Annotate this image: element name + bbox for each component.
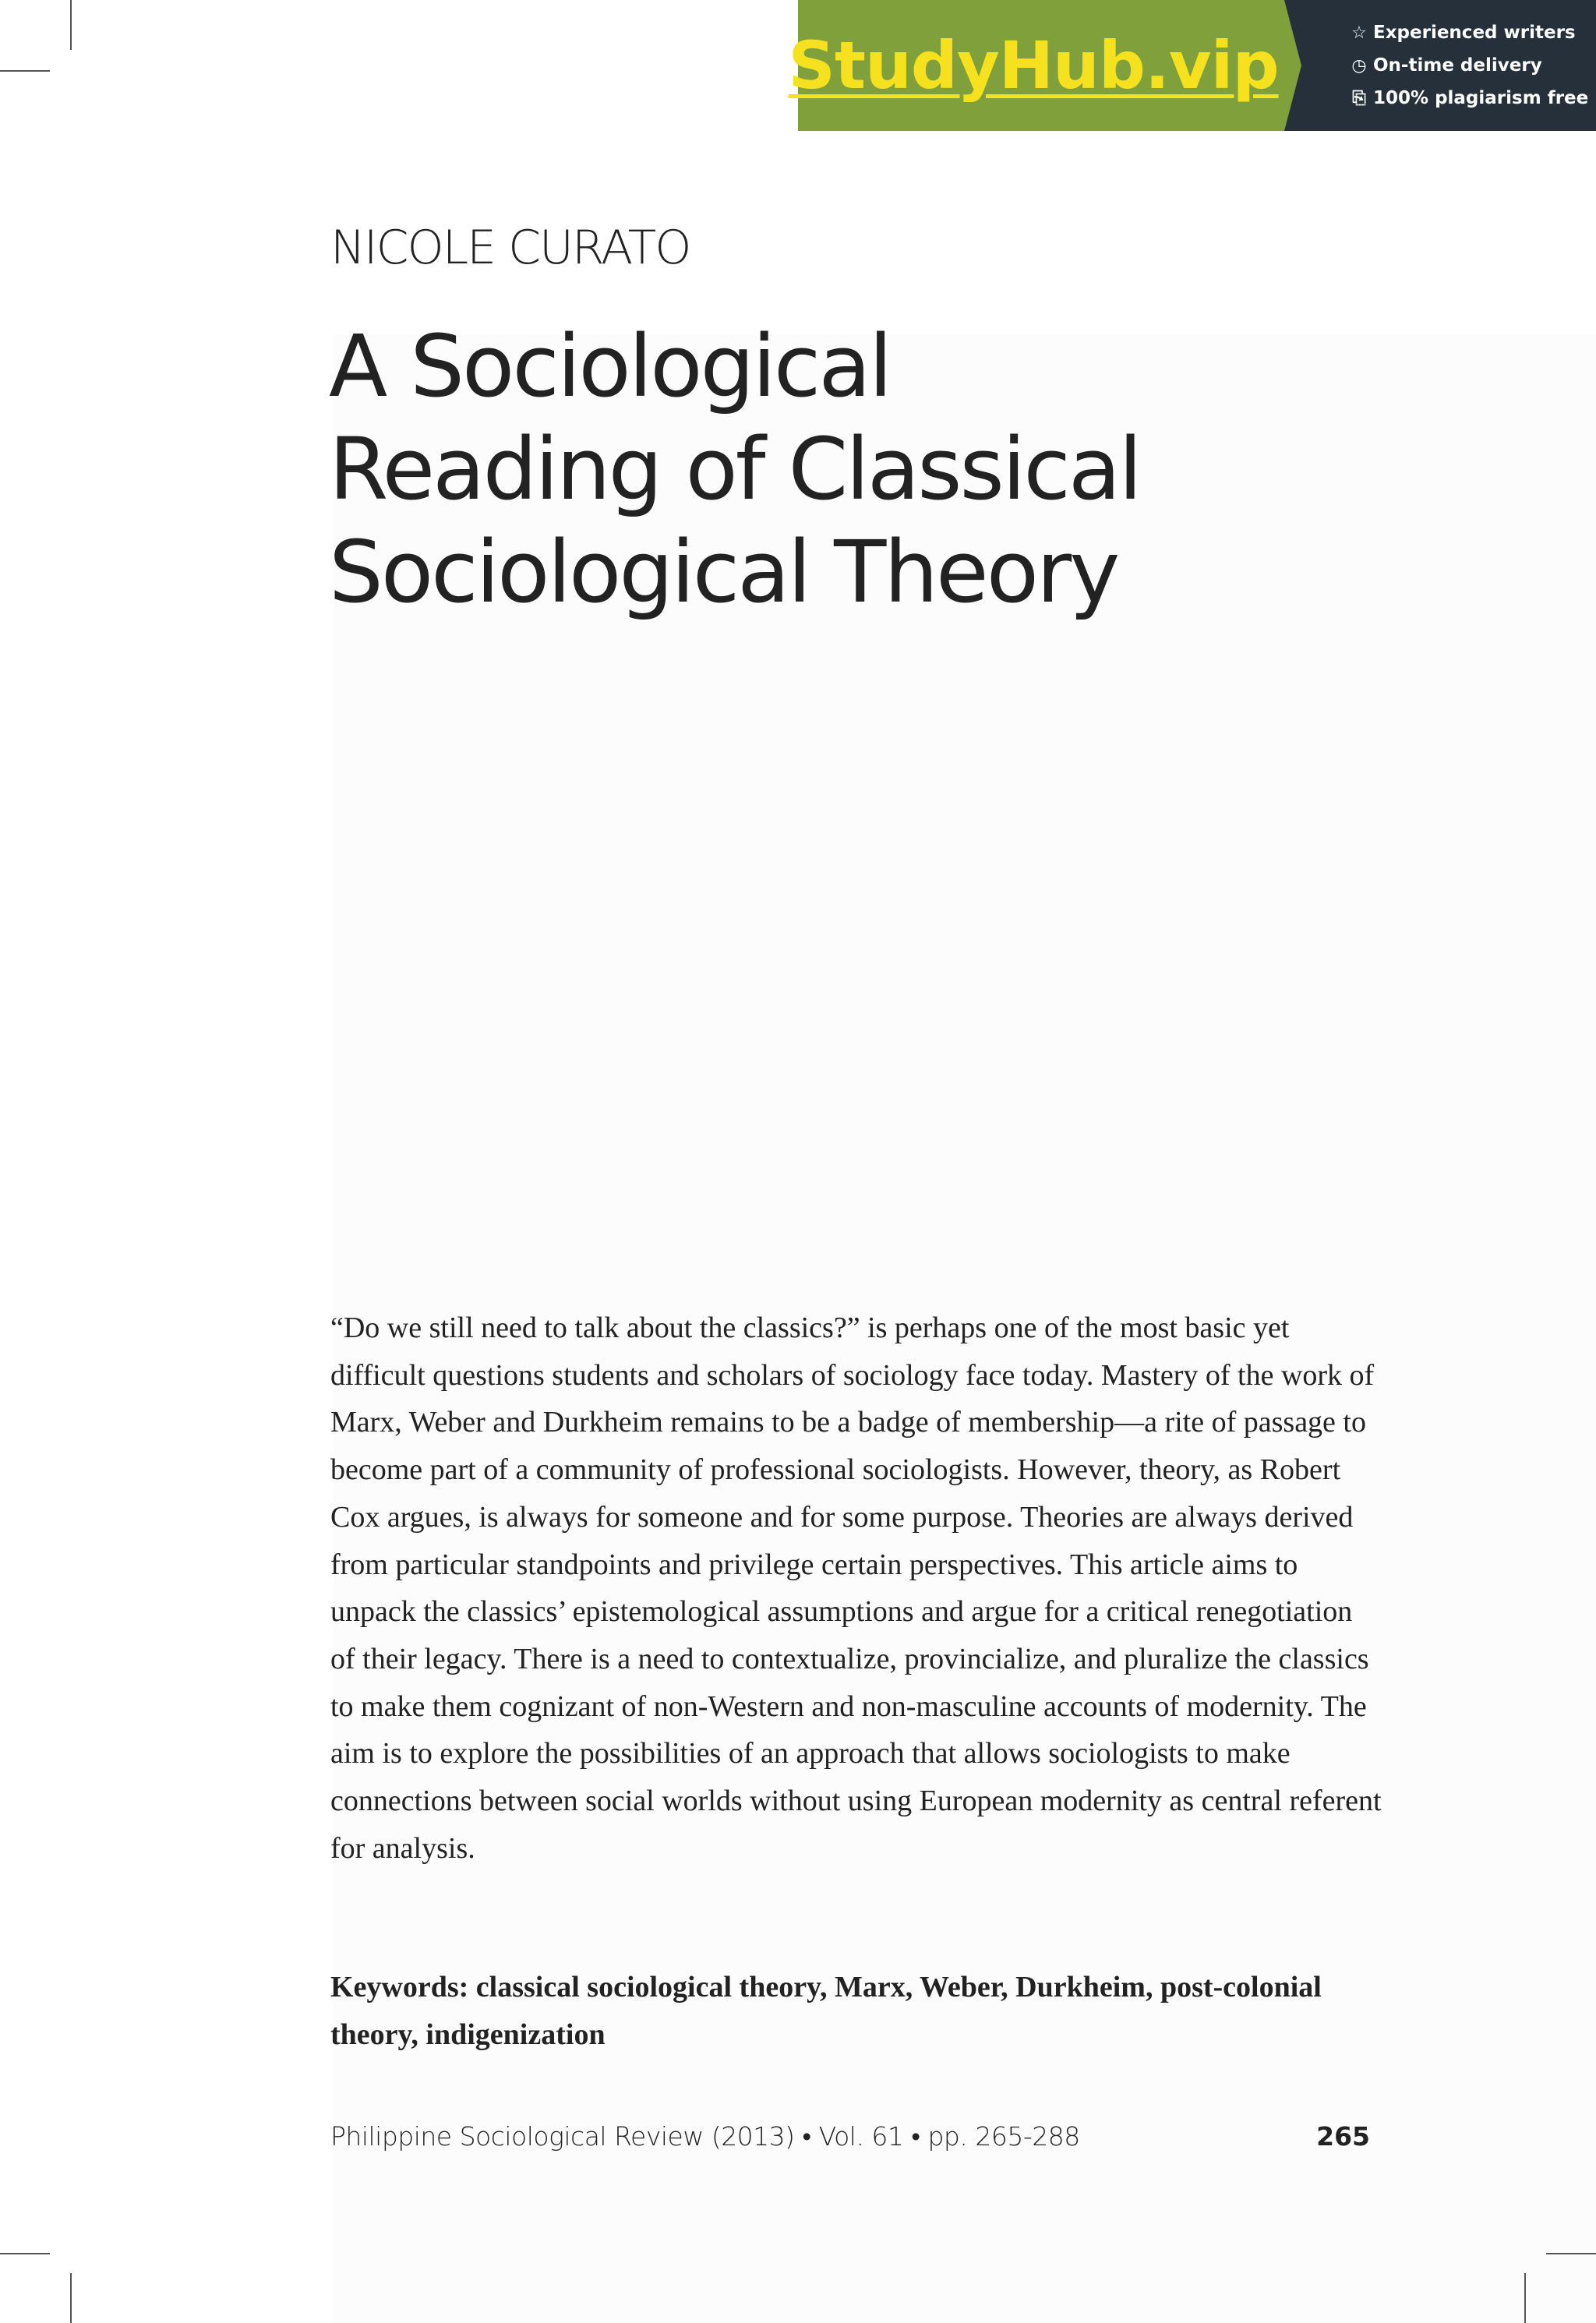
author-name: NICOLE CURATO [330,221,690,275]
banner-logo-panel [788,0,1284,131]
banner-feature-delivery [1350,49,1596,82]
banner-feature-label: On-time delivery [1373,55,1542,76]
page-number: 265 [1316,2121,1370,2152]
crop-mark-bottom-left-horizontal [0,2253,50,2254]
banner-features-panel [1284,0,1596,131]
crop-mark-top-left-horizontal [0,70,50,72]
crop-mark-top-left-vertical [70,0,72,50]
clock-icon: ◷ [1351,55,1367,76]
journal-citation: Philippine Sociological Review (2013) • Vol. 61 • pp. 265-288 [330,2121,1080,2152]
banner-feature-writers [1350,16,1596,49]
keywords: Keywords: classical sociological theory, Marx, Weber, Durkheim, post-colonial theory, indigenization [330,1971,1322,2051]
star-icon: ☆ [1351,23,1367,43]
title-line: A Sociological [329,316,891,416]
title-line: Reading of Classical [329,419,1140,519]
banner-feature-label: 100% plagiarism free [1373,88,1589,108]
crop-mark-bottom-right-horizontal [1546,2253,1596,2254]
crop-mark-bottom-left-vertical [70,2273,72,2323]
copy-icon: ⎘ [1352,88,1366,108]
banner-feature-plagiarism [1350,82,1596,115]
banner-feature-label: Experienced writers [1373,23,1576,43]
banner-arrow [1284,0,1301,131]
banner-logo[interactable]: StudyHub.vip [788,27,1279,104]
studyhub-banner[interactable] [788,0,1596,131]
abstract-paragraph: “Do we still need to talk about the classics?” is perhaps one of the most basic yet difficult questions students and scholars of sociology face today. Mastery of the work of Marx, Weber and Durkheim remains to be a badge of membership—a rite of passage to become part of a community of professional sociologists. However, theory, as Robert Cox argues, is always for someone and for some purpose. Theories are always derived from particular standpoints and privilege certain perspectives. This article aims to unpack the classics’ epistemological assumptions and argue for a critical renegotiation of their legacy. There is a need to contextualize, provincialize, and pluralize the classics to make them cognizant of non-Western and non-masculine accounts of modernity. The aim is to explore the possibilities of an approach that allows sociologists to make connections between social worlds without using European modernity as central referent for analysis. [330,1312,1382,1865]
article-title [329,315,1186,623]
title-line: Sociological Theory [329,522,1118,622]
crop-mark-bottom-right-vertical [1524,2273,1526,2323]
